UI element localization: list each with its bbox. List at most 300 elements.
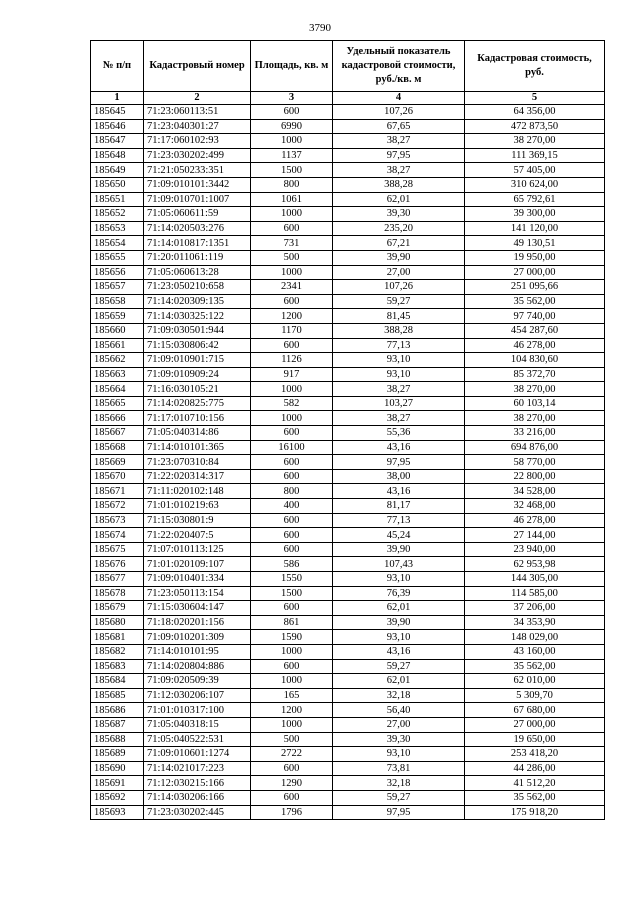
specific-value-cell: 38,27 bbox=[333, 411, 465, 426]
cadastral-number-cell: 71:11:020102:148 bbox=[144, 484, 251, 499]
cadastral-value-cell: 60 103,14 bbox=[465, 396, 605, 411]
area-cell: 1000 bbox=[251, 644, 333, 659]
cadastral-value-cell: 97 740,00 bbox=[465, 309, 605, 324]
cadastral-value-cell: 104 830,60 bbox=[465, 353, 605, 368]
cadastral-value-cell: 49 130,51 bbox=[465, 236, 605, 251]
table-row bbox=[91, 761, 605, 776]
table-row bbox=[91, 426, 605, 441]
specific-value-cell: 107,43 bbox=[333, 557, 465, 572]
area-cell: 400 bbox=[251, 499, 333, 514]
row-number-cell: 185650 bbox=[91, 177, 144, 192]
specific-value-cell: 103,27 bbox=[333, 396, 465, 411]
area-cell: 6990 bbox=[251, 119, 333, 134]
area-cell: 586 bbox=[251, 557, 333, 572]
area-cell: 582 bbox=[251, 396, 333, 411]
area-cell: 1000 bbox=[251, 717, 333, 732]
cadastral-value-cell: 175 918,20 bbox=[465, 805, 605, 820]
column-number: 4 bbox=[333, 92, 465, 105]
cadastral-value-cell: 35 562,00 bbox=[465, 659, 605, 674]
cadastral-number-cell: 71:14:010101:95 bbox=[144, 644, 251, 659]
specific-value-cell: 27,00 bbox=[333, 265, 465, 280]
specific-value-cell: 62,01 bbox=[333, 674, 465, 689]
row-number-cell: 185669 bbox=[91, 455, 144, 470]
area-cell: 1000 bbox=[251, 207, 333, 222]
cadastral-number-cell: 71:23:060113:51 bbox=[144, 105, 251, 120]
table-row bbox=[91, 163, 605, 178]
row-number-cell: 185672 bbox=[91, 499, 144, 514]
row-number-cell: 185689 bbox=[91, 747, 144, 762]
column-number: 5 bbox=[465, 92, 605, 105]
area-cell: 600 bbox=[251, 528, 333, 543]
area-cell: 1500 bbox=[251, 163, 333, 178]
cadastral-number-cell: 71:14:020804:886 bbox=[144, 659, 251, 674]
cadastral-value-cell: 34 528,00 bbox=[465, 484, 605, 499]
cadastral-value-cell: 19 650,00 bbox=[465, 732, 605, 747]
table-row bbox=[91, 688, 605, 703]
cadastral-value-cell: 253 418,20 bbox=[465, 747, 605, 762]
table-row bbox=[91, 367, 605, 382]
row-number-cell: 185681 bbox=[91, 630, 144, 645]
row-number-cell: 185668 bbox=[91, 440, 144, 455]
area-cell: 600 bbox=[251, 455, 333, 470]
cadastral-value-cell: 472 873,50 bbox=[465, 119, 605, 134]
cadastral-number-cell: 71:09:010401:334 bbox=[144, 572, 251, 587]
cadastral-value-cell: 85 372,70 bbox=[465, 367, 605, 382]
cadastral-number-cell: 71:14:010817:1351 bbox=[144, 236, 251, 251]
specific-value-cell: 38,27 bbox=[333, 134, 465, 149]
specific-value-cell: 62,01 bbox=[333, 192, 465, 207]
specific-value-cell: 39,90 bbox=[333, 542, 465, 557]
cadastral-value-cell: 41 512,20 bbox=[465, 776, 605, 791]
cadastral-value-cell: 22 800,00 bbox=[465, 469, 605, 484]
area-cell: 600 bbox=[251, 294, 333, 309]
header-specific-value: Удельный показатель кадастровой стоимости, руб./кв. м bbox=[333, 41, 465, 92]
row-number-cell: 185667 bbox=[91, 426, 144, 441]
cadastral-value-cell: 46 278,00 bbox=[465, 513, 605, 528]
specific-value-cell: 59,27 bbox=[333, 294, 465, 309]
table-row bbox=[91, 382, 605, 397]
table-header-row bbox=[91, 41, 605, 92]
table-row bbox=[91, 469, 605, 484]
cadastral-value-cell: 37 206,00 bbox=[465, 601, 605, 616]
cadastral-number-cell: 71:23:050210:658 bbox=[144, 280, 251, 295]
table-row bbox=[91, 323, 605, 338]
specific-value-cell: 76,39 bbox=[333, 586, 465, 601]
specific-value-cell: 32,18 bbox=[333, 776, 465, 791]
cadastral-value-cell: 62 953,98 bbox=[465, 557, 605, 572]
row-number-cell: 185656 bbox=[91, 265, 144, 280]
specific-value-cell: 38,27 bbox=[333, 163, 465, 178]
table-row bbox=[91, 105, 605, 120]
cadastral-number-cell: 71:17:010710:156 bbox=[144, 411, 251, 426]
table-row bbox=[91, 250, 605, 265]
specific-value-cell: 235,20 bbox=[333, 221, 465, 236]
table-row bbox=[91, 557, 605, 572]
table-row bbox=[91, 119, 605, 134]
specific-value-cell: 93,10 bbox=[333, 630, 465, 645]
area-cell: 1126 bbox=[251, 353, 333, 368]
table-body bbox=[91, 105, 605, 820]
row-number-cell: 185658 bbox=[91, 294, 144, 309]
cadastral-value-cell: 23 940,00 bbox=[465, 542, 605, 557]
row-number-cell: 185682 bbox=[91, 644, 144, 659]
area-cell: 1290 bbox=[251, 776, 333, 791]
cadastral-number-cell: 71:09:030501:944 bbox=[144, 323, 251, 338]
cadastral-value-cell: 32 468,00 bbox=[465, 499, 605, 514]
cadastral-value-cell: 65 792,61 bbox=[465, 192, 605, 207]
specific-value-cell: 38,00 bbox=[333, 469, 465, 484]
table-row bbox=[91, 732, 605, 747]
cadastral-value-cell: 44 286,00 bbox=[465, 761, 605, 776]
cadastral-value-cell: 38 270,00 bbox=[465, 382, 605, 397]
area-cell: 1590 bbox=[251, 630, 333, 645]
cadastral-number-cell: 71:15:030604:147 bbox=[144, 601, 251, 616]
row-number-cell: 185684 bbox=[91, 674, 144, 689]
row-number-cell: 185680 bbox=[91, 615, 144, 630]
area-cell: 1170 bbox=[251, 323, 333, 338]
row-number-cell: 185674 bbox=[91, 528, 144, 543]
row-number-cell: 185647 bbox=[91, 134, 144, 149]
row-number-cell: 185686 bbox=[91, 703, 144, 718]
specific-value-cell: 81,45 bbox=[333, 309, 465, 324]
cadastral-value-cell: 19 950,00 bbox=[465, 250, 605, 265]
cadastral-number-cell: 71:05:040314:86 bbox=[144, 426, 251, 441]
row-number-cell: 185678 bbox=[91, 586, 144, 601]
cadastral-value-cell: 144 305,00 bbox=[465, 572, 605, 587]
area-cell: 600 bbox=[251, 659, 333, 674]
cadastral-number-cell: 71:01:010317:100 bbox=[144, 703, 251, 718]
cadastral-value-cell: 62 010,00 bbox=[465, 674, 605, 689]
table-row bbox=[91, 659, 605, 674]
table-row bbox=[91, 192, 605, 207]
row-number-cell: 185685 bbox=[91, 688, 144, 703]
row-number-cell: 185657 bbox=[91, 280, 144, 295]
row-number-cell: 185663 bbox=[91, 367, 144, 382]
row-number-cell: 185671 bbox=[91, 484, 144, 499]
cadastral-value-cell: 35 562,00 bbox=[465, 790, 605, 805]
specific-value-cell: 77,13 bbox=[333, 513, 465, 528]
area-cell: 1200 bbox=[251, 703, 333, 718]
cadastral-value-cell: 251 095,66 bbox=[465, 280, 605, 295]
area-cell: 16100 bbox=[251, 440, 333, 455]
cadastral-number-cell: 71:05:060613:28 bbox=[144, 265, 251, 280]
column-numbers-row bbox=[91, 92, 605, 105]
specific-value-cell: 107,26 bbox=[333, 280, 465, 295]
area-cell: 1000 bbox=[251, 134, 333, 149]
table-row bbox=[91, 528, 605, 543]
specific-value-cell: 388,28 bbox=[333, 323, 465, 338]
cadastral-value-cell: 58 770,00 bbox=[465, 455, 605, 470]
cadastral-value-cell: 27 000,00 bbox=[465, 717, 605, 732]
row-number-cell: 185679 bbox=[91, 601, 144, 616]
specific-value-cell: 93,10 bbox=[333, 747, 465, 762]
cadastral-number-cell: 71:20:011061:119 bbox=[144, 250, 251, 265]
specific-value-cell: 107,26 bbox=[333, 105, 465, 120]
row-number-cell: 185676 bbox=[91, 557, 144, 572]
cadastral-number-cell: 71:09:010909:24 bbox=[144, 367, 251, 382]
cadastral-value-cell: 27 144,00 bbox=[465, 528, 605, 543]
row-number-cell: 185691 bbox=[91, 776, 144, 791]
table-row bbox=[91, 717, 605, 732]
cadastral-value-cell: 39 300,00 bbox=[465, 207, 605, 222]
cadastral-number-cell: 71:12:030215:166 bbox=[144, 776, 251, 791]
cadastral-value-cell: 33 216,00 bbox=[465, 426, 605, 441]
area-cell: 600 bbox=[251, 469, 333, 484]
area-cell: 1137 bbox=[251, 148, 333, 163]
row-number-cell: 185649 bbox=[91, 163, 144, 178]
cadastral-number-cell: 71:15:030806:42 bbox=[144, 338, 251, 353]
table-row bbox=[91, 207, 605, 222]
row-number-cell: 185651 bbox=[91, 192, 144, 207]
header-row-number: № п/п bbox=[91, 41, 144, 92]
cadastral-value-cell: 35 562,00 bbox=[465, 294, 605, 309]
cadastral-number-cell: 71:12:030206:107 bbox=[144, 688, 251, 703]
row-number-cell: 185690 bbox=[91, 761, 144, 776]
cadastral-value-cell: 5 309,70 bbox=[465, 688, 605, 703]
specific-value-cell: 93,10 bbox=[333, 367, 465, 382]
cadastral-value-cell: 114 585,00 bbox=[465, 586, 605, 601]
row-number-cell: 185687 bbox=[91, 717, 144, 732]
table-row bbox=[91, 265, 605, 280]
cadastral-value-cell: 694 876,00 bbox=[465, 440, 605, 455]
cadastral-number-cell: 71:14:010101:365 bbox=[144, 440, 251, 455]
row-number-cell: 185648 bbox=[91, 148, 144, 163]
table-row bbox=[91, 615, 605, 630]
cadastral-number-cell: 71:18:020201:156 bbox=[144, 615, 251, 630]
table-row bbox=[91, 440, 605, 455]
table-row bbox=[91, 455, 605, 470]
cadastral-number-cell: 71:09:010901:715 bbox=[144, 353, 251, 368]
specific-value-cell: 59,27 bbox=[333, 659, 465, 674]
specific-value-cell: 43,16 bbox=[333, 440, 465, 455]
specific-value-cell: 93,10 bbox=[333, 572, 465, 587]
specific-value-cell: 32,18 bbox=[333, 688, 465, 703]
cadastral-value-cell: 27 000,00 bbox=[465, 265, 605, 280]
cadastral-value-cell: 454 287,60 bbox=[465, 323, 605, 338]
cadastral-number-cell: 71:21:050233:351 bbox=[144, 163, 251, 178]
row-number-cell: 185655 bbox=[91, 250, 144, 265]
cadastral-number-cell: 71:23:040301:27 bbox=[144, 119, 251, 134]
row-number-cell: 185666 bbox=[91, 411, 144, 426]
row-number-cell: 185646 bbox=[91, 119, 144, 134]
table-row bbox=[91, 776, 605, 791]
area-cell: 800 bbox=[251, 484, 333, 499]
table-row bbox=[91, 221, 605, 236]
row-number-cell: 185675 bbox=[91, 542, 144, 557]
area-cell: 600 bbox=[251, 790, 333, 805]
cadastral-number-cell: 71:09:010201:309 bbox=[144, 630, 251, 645]
specific-value-cell: 67,21 bbox=[333, 236, 465, 251]
specific-value-cell: 81,17 bbox=[333, 499, 465, 514]
cadastral-number-cell: 71:23:030202:445 bbox=[144, 805, 251, 820]
cadastral-value-cell: 34 353,90 bbox=[465, 615, 605, 630]
cadastral-number-cell: 71:23:070310:84 bbox=[144, 455, 251, 470]
table-row bbox=[91, 484, 605, 499]
area-cell: 600 bbox=[251, 426, 333, 441]
table-row bbox=[91, 338, 605, 353]
area-cell: 600 bbox=[251, 542, 333, 557]
cadastral-number-cell: 71:22:020407:5 bbox=[144, 528, 251, 543]
specific-value-cell: 55,36 bbox=[333, 426, 465, 441]
area-cell: 600 bbox=[251, 221, 333, 236]
area-cell: 917 bbox=[251, 367, 333, 382]
specific-value-cell: 27,00 bbox=[333, 717, 465, 732]
cadastral-number-cell: 71:16:030105:21 bbox=[144, 382, 251, 397]
table-row bbox=[91, 542, 605, 557]
table-row bbox=[91, 513, 605, 528]
row-number-cell: 185653 bbox=[91, 221, 144, 236]
area-cell: 500 bbox=[251, 732, 333, 747]
row-number-cell: 185683 bbox=[91, 659, 144, 674]
cadastral-value-table bbox=[90, 40, 605, 820]
area-cell: 600 bbox=[251, 761, 333, 776]
specific-value-cell: 39,90 bbox=[333, 615, 465, 630]
table-row bbox=[91, 177, 605, 192]
area-cell: 731 bbox=[251, 236, 333, 251]
table-row bbox=[91, 644, 605, 659]
area-cell: 600 bbox=[251, 601, 333, 616]
area-cell: 1000 bbox=[251, 382, 333, 397]
header-cadastral-number: Кадастровый номер bbox=[144, 41, 251, 92]
table-row bbox=[91, 805, 605, 820]
row-number-cell: 185664 bbox=[91, 382, 144, 397]
specific-value-cell: 45,24 bbox=[333, 528, 465, 543]
cadastral-number-cell: 71:01:020109:107 bbox=[144, 557, 251, 572]
row-number-cell: 185673 bbox=[91, 513, 144, 528]
column-number: 2 bbox=[144, 92, 251, 105]
table-row bbox=[91, 309, 605, 324]
table-row bbox=[91, 790, 605, 805]
table-row bbox=[91, 499, 605, 514]
specific-value-cell: 56,40 bbox=[333, 703, 465, 718]
area-cell: 1550 bbox=[251, 572, 333, 587]
row-number-cell: 185688 bbox=[91, 732, 144, 747]
specific-value-cell: 97,95 bbox=[333, 455, 465, 470]
row-number-cell: 185661 bbox=[91, 338, 144, 353]
area-cell: 1500 bbox=[251, 586, 333, 601]
table-row bbox=[91, 703, 605, 718]
row-number-cell: 185660 bbox=[91, 323, 144, 338]
area-cell: 861 bbox=[251, 615, 333, 630]
cadastral-value-cell: 43 160,00 bbox=[465, 644, 605, 659]
cadastral-number-cell: 71:22:020314:317 bbox=[144, 469, 251, 484]
column-number: 3 bbox=[251, 92, 333, 105]
row-number-cell: 185659 bbox=[91, 309, 144, 324]
table-row bbox=[91, 586, 605, 601]
specific-value-cell: 39,30 bbox=[333, 732, 465, 747]
header-cadastral-value: Кадастровая стоимость, руб. bbox=[465, 41, 605, 92]
cadastral-value-cell: 310 624,00 bbox=[465, 177, 605, 192]
table-row bbox=[91, 294, 605, 309]
cadastral-number-cell: 71:14:021017:223 bbox=[144, 761, 251, 776]
specific-value-cell: 388,28 bbox=[333, 177, 465, 192]
table-row bbox=[91, 674, 605, 689]
table-row bbox=[91, 601, 605, 616]
area-cell: 1000 bbox=[251, 411, 333, 426]
cadastral-number-cell: 71:09:020509:39 bbox=[144, 674, 251, 689]
cadastral-value-cell: 57 405,00 bbox=[465, 163, 605, 178]
specific-value-cell: 59,27 bbox=[333, 790, 465, 805]
row-number-cell: 185645 bbox=[91, 105, 144, 120]
area-cell: 1796 bbox=[251, 805, 333, 820]
column-number: 1 bbox=[91, 92, 144, 105]
cadastral-number-cell: 71:14:030206:166 bbox=[144, 790, 251, 805]
specific-value-cell: 67,65 bbox=[333, 119, 465, 134]
cadastral-number-cell: 71:05:060611:59 bbox=[144, 207, 251, 222]
cadastral-number-cell: 71:14:020825:775 bbox=[144, 396, 251, 411]
cadastral-number-cell: 71:17:060102:93 bbox=[144, 134, 251, 149]
specific-value-cell: 93,10 bbox=[333, 353, 465, 368]
row-number-cell: 185677 bbox=[91, 572, 144, 587]
row-number-cell: 185654 bbox=[91, 236, 144, 251]
table-row bbox=[91, 236, 605, 251]
area-cell: 600 bbox=[251, 105, 333, 120]
cadastral-number-cell: 71:09:010601:1274 bbox=[144, 747, 251, 762]
row-number-cell: 185665 bbox=[91, 396, 144, 411]
cadastral-number-cell: 71:14:030325:122 bbox=[144, 309, 251, 324]
cadastral-value-cell: 46 278,00 bbox=[465, 338, 605, 353]
cadastral-value-cell: 111 369,15 bbox=[465, 148, 605, 163]
specific-value-cell: 97,95 bbox=[333, 805, 465, 820]
row-number-cell: 185670 bbox=[91, 469, 144, 484]
cadastral-number-cell: 71:23:030202:499 bbox=[144, 148, 251, 163]
cadastral-number-cell: 71:23:050113:154 bbox=[144, 586, 251, 601]
area-cell: 165 bbox=[251, 688, 333, 703]
specific-value-cell: 73,81 bbox=[333, 761, 465, 776]
table-row bbox=[91, 411, 605, 426]
cadastral-number-cell: 71:05:040318:15 bbox=[144, 717, 251, 732]
table-row bbox=[91, 148, 605, 163]
specific-value-cell: 62,01 bbox=[333, 601, 465, 616]
area-cell: 1061 bbox=[251, 192, 333, 207]
cadastral-number-cell: 71:09:010701:1007 bbox=[144, 192, 251, 207]
table-row bbox=[91, 353, 605, 368]
row-number-cell: 185652 bbox=[91, 207, 144, 222]
area-cell: 800 bbox=[251, 177, 333, 192]
cadastral-number-cell: 71:15:030801:9 bbox=[144, 513, 251, 528]
table-row bbox=[91, 572, 605, 587]
table-row bbox=[91, 630, 605, 645]
header-area: Площадь, кв. м bbox=[251, 41, 333, 92]
cadastral-number-cell: 71:14:020503:276 bbox=[144, 221, 251, 236]
area-cell: 600 bbox=[251, 513, 333, 528]
row-number-cell: 185662 bbox=[91, 353, 144, 368]
specific-value-cell: 43,16 bbox=[333, 644, 465, 659]
area-cell: 1000 bbox=[251, 674, 333, 689]
area-cell: 1000 bbox=[251, 265, 333, 280]
cadastral-value-cell: 148 029,00 bbox=[465, 630, 605, 645]
specific-value-cell: 97,95 bbox=[333, 148, 465, 163]
cadastral-value-cell: 38 270,00 bbox=[465, 134, 605, 149]
cadastral-value-cell: 38 270,00 bbox=[465, 411, 605, 426]
cadastral-value-cell: 64 356,00 bbox=[465, 105, 605, 120]
row-number-cell: 185693 bbox=[91, 805, 144, 820]
specific-value-cell: 39,90 bbox=[333, 250, 465, 265]
table-row bbox=[91, 280, 605, 295]
area-cell: 1200 bbox=[251, 309, 333, 324]
cadastral-number-cell: 71:05:040522:531 bbox=[144, 732, 251, 747]
area-cell: 600 bbox=[251, 338, 333, 353]
page-number: 3790 bbox=[309, 22, 331, 34]
table-row bbox=[91, 396, 605, 411]
cadastral-number-cell: 71:09:010101:3442 bbox=[144, 177, 251, 192]
cadastral-value-cell: 67 680,00 bbox=[465, 703, 605, 718]
specific-value-cell: 77,13 bbox=[333, 338, 465, 353]
cadastral-number-cell: 71:14:020309:135 bbox=[144, 294, 251, 309]
table-row bbox=[91, 747, 605, 762]
area-cell: 500 bbox=[251, 250, 333, 265]
specific-value-cell: 39,30 bbox=[333, 207, 465, 222]
